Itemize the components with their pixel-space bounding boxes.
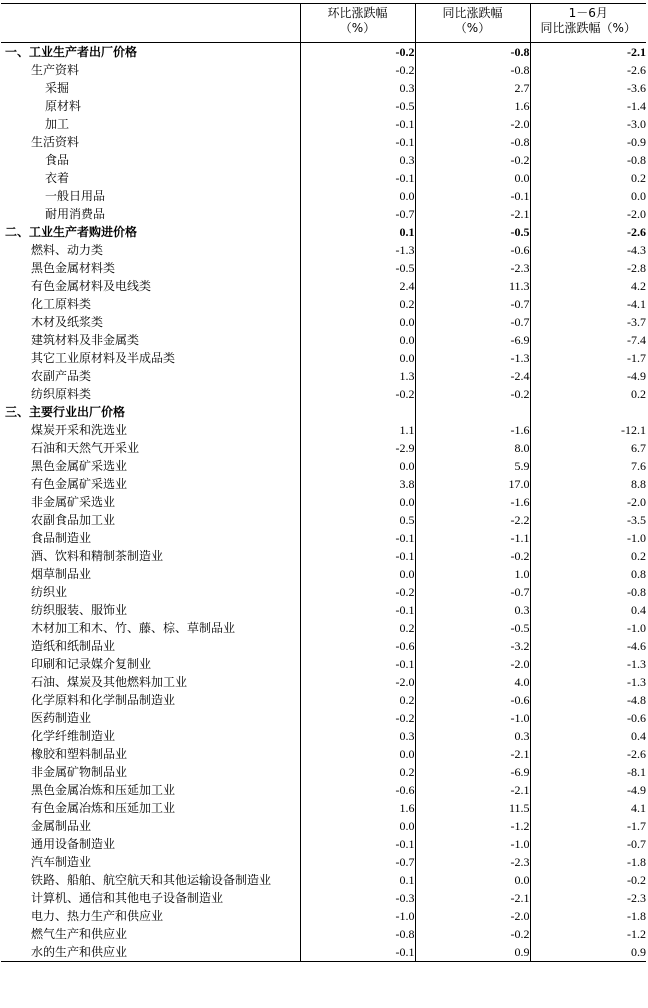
row-name-cell: 生活资料 bbox=[1, 133, 300, 151]
row-ytd-cell: -2.6 bbox=[627, 224, 646, 239]
row-yoy-cell: -0.5 bbox=[415, 223, 530, 241]
row-ytd-cell: 4.1 bbox=[631, 800, 646, 815]
table-row bbox=[1, 493, 646, 511]
row-name-cell: 食品制造业 bbox=[1, 529, 300, 547]
row-yoy-cell: -0.6 bbox=[415, 691, 530, 709]
row-name-cell: 化工原料类 bbox=[1, 295, 300, 313]
row-yoy-cell: -1.3 bbox=[415, 349, 530, 367]
table-row bbox=[1, 889, 646, 907]
header-ytd-title: 同比涨跌幅（%） bbox=[540, 21, 636, 35]
row-mom-cell: 0.0 bbox=[300, 331, 415, 349]
row-mom-cell: -0.1 bbox=[300, 169, 415, 187]
row-yoy-cell: -0.5 bbox=[415, 619, 530, 637]
table-row bbox=[1, 709, 646, 727]
row-yoy-cell: 4.0 bbox=[415, 673, 530, 691]
row-yoy-cell: -0.2 bbox=[415, 925, 530, 943]
row-name-cell: 酒、饮料和精制茶制造业 bbox=[1, 547, 300, 565]
row-name-cell: 有色金属材料及电线类 bbox=[1, 277, 300, 295]
row-mom-cell: 2.4 bbox=[300, 277, 415, 295]
row-yoy-cell: 0.0 bbox=[415, 169, 530, 187]
row-mom-cell: 1.6 bbox=[300, 799, 415, 817]
row-yoy-cell: -0.8 bbox=[415, 43, 530, 62]
section-row bbox=[1, 403, 646, 421]
header-mom-unit: （%） bbox=[339, 21, 376, 35]
row-mom-cell: 0.0 bbox=[300, 817, 415, 835]
table-row bbox=[1, 583, 646, 601]
table-row bbox=[1, 835, 646, 853]
row-yoy-cell: 0.3 bbox=[415, 601, 530, 619]
row-ytd-cell: -1.4 bbox=[627, 98, 646, 113]
row-ytd-cell: -4.8 bbox=[627, 692, 646, 707]
row-name-cell: 木材及纸浆类 bbox=[1, 313, 300, 331]
table-row bbox=[1, 61, 646, 79]
row-mom-cell: 0.1 bbox=[300, 223, 415, 241]
row-ytd-cell: -1.3 bbox=[627, 656, 646, 671]
row-yoy-cell: -0.7 bbox=[415, 295, 530, 313]
row-name-cell: 原材料 bbox=[1, 97, 300, 115]
row-yoy-cell: -2.0 bbox=[415, 655, 530, 673]
row-yoy-cell: 11.5 bbox=[415, 799, 530, 817]
row-ytd-cell: 4.2 bbox=[631, 278, 646, 293]
row-ytd-cell: -2.1 bbox=[627, 44, 646, 59]
row-name-cell: 铁路、船舶、航空航天和其他运输设备制造业 bbox=[1, 871, 300, 889]
row-yoy-cell: -1.6 bbox=[415, 421, 530, 439]
row-yoy-cell: 2.7 bbox=[415, 79, 530, 97]
row-mom-cell: 3.8 bbox=[300, 475, 415, 493]
table-row bbox=[1, 79, 646, 97]
table-row bbox=[1, 475, 646, 493]
row-yoy-cell: -1.6 bbox=[415, 493, 530, 511]
row-mom-cell: 1.1 bbox=[300, 421, 415, 439]
row-name-cell: 印刷和记录媒介复制业 bbox=[1, 655, 300, 673]
row-mom-cell: 0.2 bbox=[300, 295, 415, 313]
table-row bbox=[1, 817, 646, 835]
row-name-cell: 其它工业原材料及半成品类 bbox=[1, 349, 300, 367]
row-ytd-cell: -1.7 bbox=[627, 818, 646, 833]
row-ytd-cell: -2.0 bbox=[627, 494, 646, 509]
row-mom-cell: -0.2 bbox=[300, 43, 415, 62]
table-row bbox=[1, 439, 646, 457]
table-row bbox=[1, 295, 646, 313]
table-body bbox=[1, 43, 646, 962]
row-mom-cell: 0.2 bbox=[300, 691, 415, 709]
row-mom-cell: 0.2 bbox=[300, 763, 415, 781]
row-name-cell: 有色金属冶炼和压延加工业 bbox=[1, 799, 300, 817]
row-ytd-cell: -1.2 bbox=[627, 926, 646, 941]
row-ytd-cell bbox=[530, 403, 646, 421]
row-name-cell: 计算机、通信和其他电子设备制造业 bbox=[1, 889, 300, 907]
row-name-cell: 黑色金属材料类 bbox=[1, 259, 300, 277]
table-row bbox=[1, 925, 646, 943]
row-mom-cell: -0.2 bbox=[300, 385, 415, 403]
row-mom-cell: -0.1 bbox=[300, 547, 415, 565]
table-row bbox=[1, 565, 646, 583]
row-ytd-cell: -3.6 bbox=[627, 80, 646, 95]
row-yoy-cell: -0.8 bbox=[415, 61, 530, 79]
table-row bbox=[1, 331, 646, 349]
row-ytd-cell: 0.2 bbox=[631, 386, 646, 401]
row-name-cell: 烟草制品业 bbox=[1, 565, 300, 583]
row-yoy-cell: 8.0 bbox=[415, 439, 530, 457]
row-name-cell: 非金属矿物制品业 bbox=[1, 763, 300, 781]
row-ytd-cell: -0.2 bbox=[627, 872, 646, 887]
row-mom-cell: 0.2 bbox=[300, 619, 415, 637]
row-mom-cell: -0.2 bbox=[300, 583, 415, 601]
table-row bbox=[1, 745, 646, 763]
table-row bbox=[1, 781, 646, 799]
header-mom-title: 环比涨跌幅 bbox=[327, 6, 388, 20]
row-mom-cell: -2.0 bbox=[300, 673, 415, 691]
row-yoy-cell: -2.2 bbox=[415, 511, 530, 529]
row-yoy-cell: -6.9 bbox=[415, 763, 530, 781]
table-row bbox=[1, 511, 646, 529]
row-ytd-cell: -1.7 bbox=[627, 350, 646, 365]
table-row bbox=[1, 871, 646, 889]
row-name-cell: 加工 bbox=[1, 115, 300, 133]
row-name-cell: 金属制品业 bbox=[1, 817, 300, 835]
row-yoy-cell: -2.1 bbox=[415, 205, 530, 223]
row-yoy-cell: 1.0 bbox=[415, 565, 530, 583]
row-ytd-cell: -2.3 bbox=[627, 890, 646, 905]
row-ytd-cell: -12.1 bbox=[621, 422, 646, 437]
row-mom-cell: 0.3 bbox=[300, 727, 415, 745]
table-row bbox=[1, 529, 646, 547]
row-ytd-cell: 0.2 bbox=[631, 548, 646, 563]
row-mom-cell: -0.6 bbox=[300, 637, 415, 655]
header-ytd bbox=[530, 4, 646, 43]
row-name-cell: 一、工业生产者出厂价格 bbox=[1, 43, 300, 62]
row-name-cell: 黑色金属矿采选业 bbox=[1, 457, 300, 475]
row-yoy-cell: -2.1 bbox=[415, 745, 530, 763]
row-mom-cell: -0.5 bbox=[300, 259, 415, 277]
row-ytd-cell: -0.8 bbox=[627, 584, 646, 599]
table-row bbox=[1, 187, 646, 205]
row-ytd-cell: 0.4 bbox=[631, 602, 646, 617]
row-mom-cell: -0.5 bbox=[300, 97, 415, 115]
row-mom-cell: -0.2 bbox=[300, 61, 415, 79]
row-ytd-cell: -4.9 bbox=[627, 782, 646, 797]
row-mom-cell: -2.9 bbox=[300, 439, 415, 457]
row-name-cell: 通用设备制造业 bbox=[1, 835, 300, 853]
row-yoy-cell: -2.3 bbox=[415, 259, 530, 277]
row-yoy-cell: 1.6 bbox=[415, 97, 530, 115]
row-ytd-cell: 6.7 bbox=[631, 440, 646, 455]
row-yoy-cell: 0.0 bbox=[415, 871, 530, 889]
row-ytd-cell: -0.8 bbox=[627, 152, 646, 167]
table-row bbox=[1, 547, 646, 565]
row-mom-cell: 0.0 bbox=[300, 313, 415, 331]
section-row bbox=[1, 43, 646, 62]
row-mom-cell: 0.0 bbox=[300, 565, 415, 583]
table-row bbox=[1, 259, 646, 277]
row-yoy-cell: -0.6 bbox=[415, 241, 530, 259]
row-mom-cell: -0.3 bbox=[300, 889, 415, 907]
table-row bbox=[1, 367, 646, 385]
header-yoy-title: 同比涨跌幅 bbox=[442, 6, 503, 20]
table-row bbox=[1, 97, 646, 115]
table-row bbox=[1, 241, 646, 259]
row-yoy-cell: -1.2 bbox=[415, 817, 530, 835]
row-name-cell: 纺织服装、服饰业 bbox=[1, 601, 300, 619]
table-row bbox=[1, 457, 646, 475]
table-row bbox=[1, 727, 646, 745]
row-name-cell: 食品 bbox=[1, 151, 300, 169]
row-mom-cell: -0.6 bbox=[300, 781, 415, 799]
row-mom-cell: -0.1 bbox=[300, 133, 415, 151]
row-mom-cell: 0.1 bbox=[300, 871, 415, 889]
row-name-cell: 水的生产和供应业 bbox=[1, 943, 300, 962]
row-ytd-cell: -1.8 bbox=[627, 908, 646, 923]
row-yoy-cell: -0.1 bbox=[415, 187, 530, 205]
row-mom-cell: -0.1 bbox=[300, 835, 415, 853]
row-name-cell: 燃料、动力类 bbox=[1, 241, 300, 259]
row-ytd-cell: 7.6 bbox=[631, 458, 646, 473]
row-name-cell: 一般日用品 bbox=[1, 187, 300, 205]
row-name-cell: 建筑材料及非金属类 bbox=[1, 331, 300, 349]
row-yoy-cell: -1.0 bbox=[415, 709, 530, 727]
row-mom-cell: -0.7 bbox=[300, 205, 415, 223]
section-row bbox=[1, 223, 646, 241]
row-name-cell: 衣着 bbox=[1, 169, 300, 187]
row-yoy-cell: -0.2 bbox=[415, 547, 530, 565]
header-ytd-period: 1－6月 bbox=[568, 6, 608, 20]
row-ytd-cell: -4.3 bbox=[627, 242, 646, 257]
row-name-cell: 化学原料和化学制品制造业 bbox=[1, 691, 300, 709]
row-name-cell: 石油和天然气开采业 bbox=[1, 439, 300, 457]
row-ytd-cell: -8.1 bbox=[627, 764, 646, 779]
table-row bbox=[1, 619, 646, 637]
row-yoy-cell: -2.4 bbox=[415, 367, 530, 385]
row-name-cell: 石油、煤炭及其他燃料加工业 bbox=[1, 673, 300, 691]
row-mom-cell: 0.0 bbox=[300, 187, 415, 205]
row-mom-cell: 0.0 bbox=[300, 745, 415, 763]
row-mom-cell: -0.1 bbox=[300, 943, 415, 962]
row-name-cell: 煤炭开采和洗选业 bbox=[1, 421, 300, 439]
row-ytd-cell: -0.7 bbox=[627, 836, 646, 851]
row-ytd-cell: -4.1 bbox=[627, 296, 646, 311]
row-yoy-cell: -0.7 bbox=[415, 583, 530, 601]
table-row bbox=[1, 349, 646, 367]
row-mom-cell: -1.3 bbox=[300, 241, 415, 259]
row-yoy-cell: -1.1 bbox=[415, 529, 530, 547]
row-ytd-cell: -4.9 bbox=[627, 368, 646, 383]
row-mom-cell: 0.0 bbox=[300, 349, 415, 367]
row-yoy-cell bbox=[415, 403, 530, 421]
row-yoy-cell: 5.9 bbox=[415, 457, 530, 475]
row-ytd-cell: -2.0 bbox=[627, 206, 646, 221]
row-name-cell: 医药制造业 bbox=[1, 709, 300, 727]
row-ytd-cell: -0.6 bbox=[627, 710, 646, 725]
price-index-table bbox=[1, 3, 646, 962]
row-ytd-cell: -1.0 bbox=[627, 530, 646, 545]
table-row bbox=[1, 133, 646, 151]
row-mom-cell: -0.1 bbox=[300, 115, 415, 133]
row-mom-cell: 0.5 bbox=[300, 511, 415, 529]
row-name-cell: 耐用消费品 bbox=[1, 205, 300, 223]
row-mom-cell: -0.1 bbox=[300, 601, 415, 619]
row-name-cell: 农副食品加工业 bbox=[1, 511, 300, 529]
row-ytd-cell: -2.6 bbox=[627, 746, 646, 761]
row-ytd-cell: -3.7 bbox=[627, 314, 646, 329]
row-mom-cell: 0.0 bbox=[300, 457, 415, 475]
table-row bbox=[1, 151, 646, 169]
row-mom-cell: -0.1 bbox=[300, 655, 415, 673]
row-name-cell: 生产资料 bbox=[1, 61, 300, 79]
row-ytd-cell: -1.0 bbox=[627, 620, 646, 635]
row-ytd-cell: 0.8 bbox=[631, 566, 646, 581]
row-name-cell: 纺织原料类 bbox=[1, 385, 300, 403]
row-name-cell: 三、主要行业出厂价格 bbox=[1, 403, 300, 421]
row-ytd-cell: -1.3 bbox=[627, 674, 646, 689]
row-yoy-cell: -3.2 bbox=[415, 637, 530, 655]
row-ytd-cell: -3.0 bbox=[627, 116, 646, 131]
row-ytd-cell: 0.2 bbox=[631, 170, 646, 185]
table-row bbox=[1, 763, 646, 781]
row-mom-cell: 1.3 bbox=[300, 367, 415, 385]
header-yoy bbox=[415, 4, 530, 43]
table-row bbox=[1, 655, 646, 673]
row-mom-cell: 0.0 bbox=[300, 493, 415, 511]
table-row bbox=[1, 205, 646, 223]
row-name-cell: 非金属矿采选业 bbox=[1, 493, 300, 511]
row-yoy-cell: -0.8 bbox=[415, 133, 530, 151]
table-row bbox=[1, 421, 646, 439]
row-ytd-cell: 0.0 bbox=[631, 188, 646, 203]
row-name-cell: 造纸和纸制品业 bbox=[1, 637, 300, 655]
row-yoy-cell: -6.9 bbox=[415, 331, 530, 349]
table-row bbox=[1, 277, 646, 295]
table-row bbox=[1, 115, 646, 133]
row-ytd-cell: -4.6 bbox=[627, 638, 646, 653]
header-yoy-unit: （%） bbox=[454, 21, 491, 35]
row-yoy-cell: -1.0 bbox=[415, 835, 530, 853]
row-yoy-cell: -2.0 bbox=[415, 115, 530, 133]
row-yoy-cell: 0.3 bbox=[415, 727, 530, 745]
row-yoy-cell: -0.2 bbox=[415, 151, 530, 169]
row-ytd-cell: 0.4 bbox=[631, 728, 646, 743]
row-name-cell: 农副产品类 bbox=[1, 367, 300, 385]
table-row bbox=[1, 637, 646, 655]
row-mom-cell: -0.1 bbox=[300, 529, 415, 547]
row-name-cell: 二、工业生产者购进价格 bbox=[1, 223, 300, 241]
table-row bbox=[1, 601, 646, 619]
table-row bbox=[1, 943, 646, 962]
row-name-cell: 橡胶和塑料制品业 bbox=[1, 745, 300, 763]
table-row bbox=[1, 169, 646, 187]
row-yoy-cell: -2.0 bbox=[415, 907, 530, 925]
row-name-cell: 黑色金属冶炼和压延加工业 bbox=[1, 781, 300, 799]
row-mom-cell: -1.0 bbox=[300, 907, 415, 925]
row-ytd-cell: 0.9 bbox=[631, 944, 646, 959]
row-name-cell: 电力、热力生产和供应业 bbox=[1, 907, 300, 925]
row-yoy-cell: -2.1 bbox=[415, 781, 530, 799]
row-mom-cell: 0.3 bbox=[300, 151, 415, 169]
table-row bbox=[1, 385, 646, 403]
row-name-cell: 汽车制造业 bbox=[1, 853, 300, 871]
header-blank-cell bbox=[1, 4, 300, 43]
row-yoy-cell: 0.9 bbox=[415, 943, 530, 962]
row-ytd-cell: -7.4 bbox=[627, 332, 646, 347]
row-ytd-cell: 8.8 bbox=[631, 476, 646, 491]
table-row bbox=[1, 691, 646, 709]
row-name-cell: 化学纤维制造业 bbox=[1, 727, 300, 745]
table-row bbox=[1, 313, 646, 331]
row-ytd-cell: -3.5 bbox=[627, 512, 646, 527]
row-ytd-cell: -0.9 bbox=[627, 134, 646, 149]
row-mom-cell: 0.3 bbox=[300, 79, 415, 97]
row-name-cell: 采掘 bbox=[1, 79, 300, 97]
row-yoy-cell: -0.7 bbox=[415, 313, 530, 331]
row-yoy-cell: -2.1 bbox=[415, 889, 530, 907]
row-ytd-cell: -2.8 bbox=[627, 260, 646, 275]
row-mom-cell bbox=[300, 403, 415, 421]
row-ytd-cell: -2.6 bbox=[627, 62, 646, 77]
row-name-cell: 纺织业 bbox=[1, 583, 300, 601]
row-ytd-cell: -1.8 bbox=[627, 854, 646, 869]
table-row bbox=[1, 799, 646, 817]
row-yoy-cell: 17.0 bbox=[415, 475, 530, 493]
row-name-cell: 木材加工和木、竹、藤、棕、草制品业 bbox=[1, 619, 300, 637]
table-row bbox=[1, 853, 646, 871]
table-header-row bbox=[1, 4, 646, 43]
table-row bbox=[1, 673, 646, 691]
row-mom-cell: -0.7 bbox=[300, 853, 415, 871]
row-yoy-cell: -0.2 bbox=[415, 385, 530, 403]
row-yoy-cell: 11.3 bbox=[415, 277, 530, 295]
row-mom-cell: -0.8 bbox=[300, 925, 415, 943]
row-name-cell: 燃气生产和供应业 bbox=[1, 925, 300, 943]
header-mom bbox=[300, 4, 415, 43]
row-mom-cell: -0.2 bbox=[300, 709, 415, 727]
row-yoy-cell: -2.3 bbox=[415, 853, 530, 871]
table-row bbox=[1, 907, 646, 925]
row-name-cell: 有色金属矿采选业 bbox=[1, 475, 300, 493]
